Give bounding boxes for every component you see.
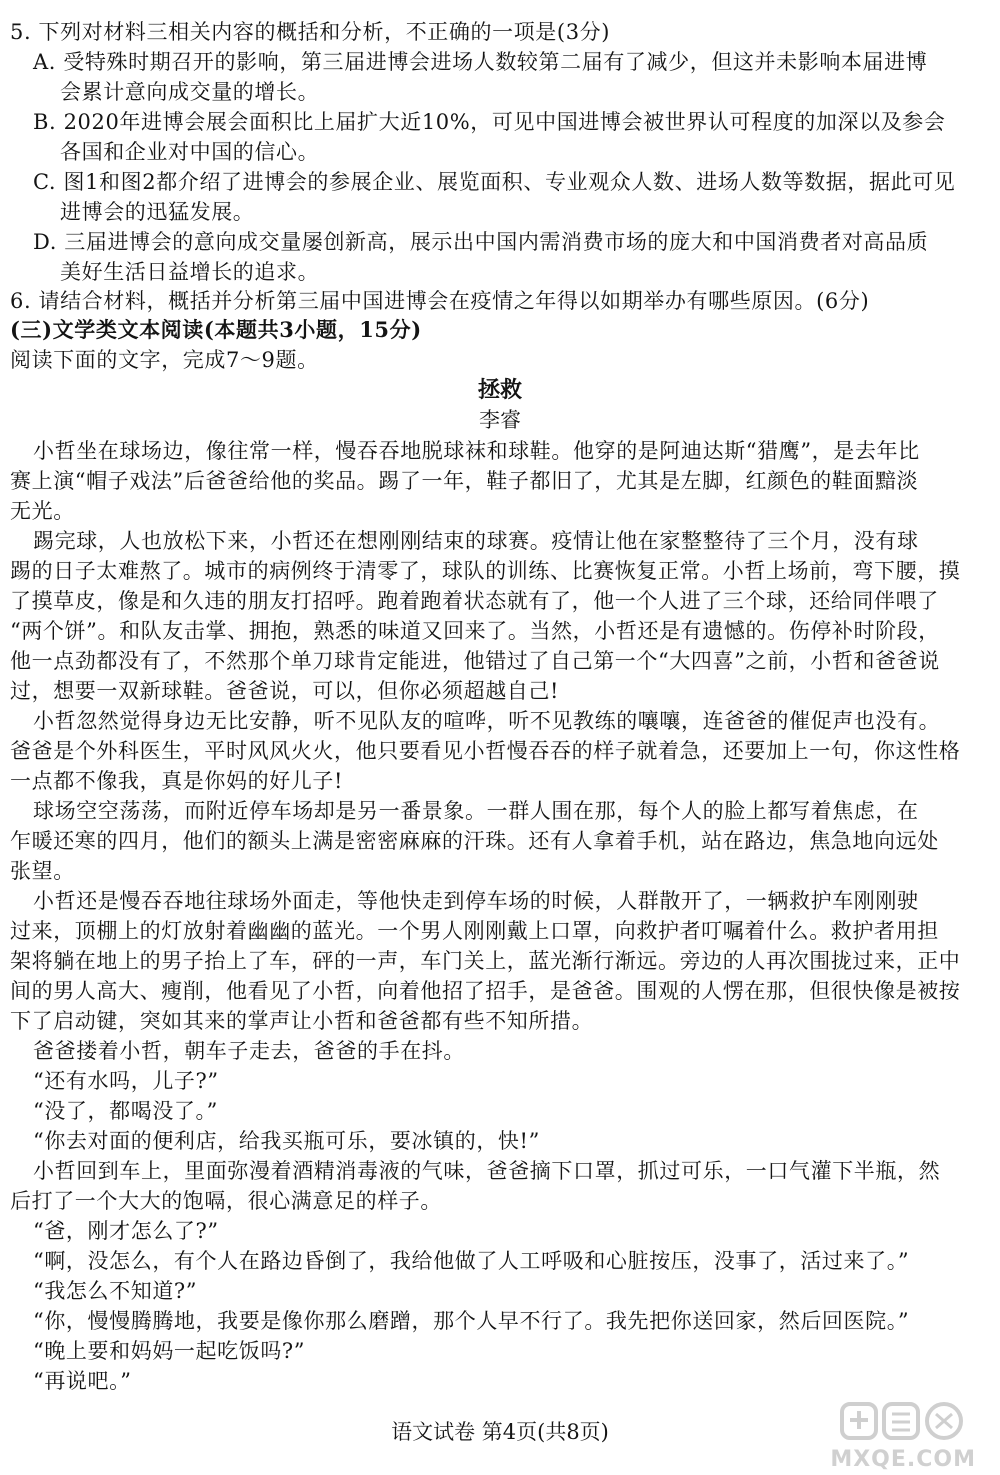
page-footer: 语文试卷 第4页(共8页)	[391, 1420, 609, 1444]
story-line: “还有水吗，儿子?”	[33, 1069, 219, 1093]
option-c-line-1: C. 图1和图2都介绍了进博会的参展企业、展览面积、专业观众人数、进场人数等数据，据此可见	[33, 170, 956, 194]
story-line: 乍暖还寒的四月，他们的额头上满是密密麻麻的汗珠。还有人拿着手机，站在路边，焦急地向远处	[10, 829, 939, 853]
story-line: 架将躺在地上的男子抬上了车，砰的一声，车门关上，蓝光渐行渐远。旁边的人再次围拢过来，正中	[10, 949, 961, 973]
section-3-instruction: 阅读下面的文字，完成7～9题。	[10, 348, 319, 372]
story-line: 赛上演“帽子戏法”后爸爸给他的奖品。踢了一年，鞋子都旧了，尤其是左脚，红颜色的鞋面黯淡	[10, 469, 919, 493]
story-line: “没了，都喝没了。”	[33, 1099, 218, 1123]
story-line: 踢完球，人也放松下来，小哲还在想刚刚结束的球赛。疫情让他在家整整待了三个月，没有球	[33, 529, 919, 553]
story-line: 张望。	[10, 859, 75, 883]
story-line: 无光。	[10, 499, 75, 523]
story-title: 拯救	[477, 377, 522, 403]
story-line: 间的男人高大、瘦削，他看见了小哲，向着他招了招手，是爸爸。围观的人愣在那，但很快像是被按	[10, 979, 961, 1003]
story-line: “我怎么不知道?”	[33, 1279, 198, 1303]
option-b-line-2: 各国和企业对中国的信心。	[60, 140, 320, 164]
story-line: 小哲坐在球场边，像往常一样，慢吞吞地脱球袜和球鞋。他穿的是阿迪达斯“猎鹰”，是去年比	[33, 439, 920, 463]
story-line: “晚上要和妈妈一起吃饭吗?”	[33, 1339, 306, 1363]
option-d-line-2: 美好生活日益增长的追求。	[60, 260, 320, 284]
story-line: 过来，顶棚上的灯放射着幽幽的蓝光。一个男人刚刚戴上口罩，向救护者叮嘱着什么。救护者用担	[10, 919, 939, 943]
option-a-line-1: A. 受特殊时期召开的影响，第三届进博会进场人数较第二届有了减少，但这并未影响本届进博	[33, 50, 928, 74]
watermark-text: MXQE.COM	[830, 1447, 976, 1472]
story-line: 了摸草皮，像是和久违的朋友打招呼。跑着跑着状态就有了，他一个人进了三个球，还给同伴喂了	[10, 589, 939, 613]
story-line: 球场空空荡荡，而附近停车场却是另一番景象。一群人围在那，每个人的脸上都写着焦虑，在	[33, 799, 919, 823]
story-line: “再说吧。”	[33, 1369, 132, 1393]
story-author: 李睿	[479, 408, 521, 432]
option-b-line-1: B. 2020年进博会展会面积比上届扩大近10%，可见中国进博会被世界认可程度的加深以及参会	[33, 110, 946, 134]
story-line: 下了启动键，突如其来的掌声让小哲和爸爸都有些不知所措。	[10, 1009, 594, 1033]
story-line: “爸，刚才怎么了?”	[33, 1219, 219, 1243]
story-line: 一点都不像我，真是你妈的好儿子!	[10, 769, 344, 793]
story-line: “你去对面的便利店，给我买瓶可乐，要冰镇的，快!”	[33, 1129, 540, 1153]
question-6: 6. 请结合材料，概括并分析第三届中国进博会在疫情之年得以如期举办有哪些原因。(6分)	[10, 289, 870, 313]
story-line: 小哲忽然觉得身边无比安静，听不见队友的喧哗，听不见教练的嚷嚷，连爸爸的催促声也没有。	[33, 709, 941, 733]
story-line: “啊，没怎么，有个人在路边昏倒了，我给他做了人工呼吸和心脏按压，没事了，活过来了。”	[33, 1249, 910, 1273]
story-line: 爸爸搂着小哲，朝车子走去，爸爸的手在抖。	[33, 1039, 465, 1063]
watermark	[830, 1398, 980, 1472]
story-line: 小哲回到车上，里面弥漫着酒精消毒液的气味，爸爸摘下口罩，抓过可乐，一口气灌下半瓶，然	[33, 1159, 941, 1183]
story-line: 过，想要一双新球鞋。爸爸说，可以，但你必须超越自己!	[10, 679, 560, 703]
story-line: 后打了一个大大的饱嗝，很心满意足的样子。	[10, 1189, 442, 1213]
story-line: “两个饼”。和队友击掌、拥抱，熟悉的味道又回来了。当然，小哲还是有遗憾的。伤停补时阶段，	[10, 619, 940, 643]
answer-stamp-logo-icon	[840, 1400, 966, 1444]
story-line: 踢的日子太难熬了。城市的病例终于清零了，球队的训练、比赛恢复正常。小哲上场前，弯下腰，摸	[10, 559, 961, 583]
question-5-stem: 5. 下列对材料三相关内容的概括和分析，不正确的一项是(3分)	[10, 20, 611, 44]
story-line: 他一点劲都没有了，不然那个单刀球肯定能进，他错过了自己第一个“大四喜”之前，小哲和爸爸说	[10, 649, 940, 673]
story-line: 爸爸是个外科医生，平时风风火火，他只要看见小哲慢吞吞的样子就着急，还要加上一句，你这性格	[10, 739, 961, 763]
option-c-line-2: 进博会的迅猛发展。	[60, 200, 255, 224]
story-line: 小哲还是慢吞吞地往球场外面走，等他快走到停车场的时候，人群散开了，一辆救护车刚刚驶	[33, 889, 919, 913]
section-3-heading: (三)文学类文本阅读(本题共3小题，15分)	[10, 317, 422, 342]
option-d-line-1: D. 三届进博会的意向成交量屡创新高，展示出中国内需消费市场的庞大和中国消费者对高品质	[33, 230, 929, 254]
story-line: “你，慢慢腾腾地，我要是像你那么磨蹭，那个人早不行了。我先把你送回家，然后回医院。”	[33, 1309, 910, 1333]
option-a-line-2: 会累计意向成交量的增长。	[60, 80, 320, 104]
